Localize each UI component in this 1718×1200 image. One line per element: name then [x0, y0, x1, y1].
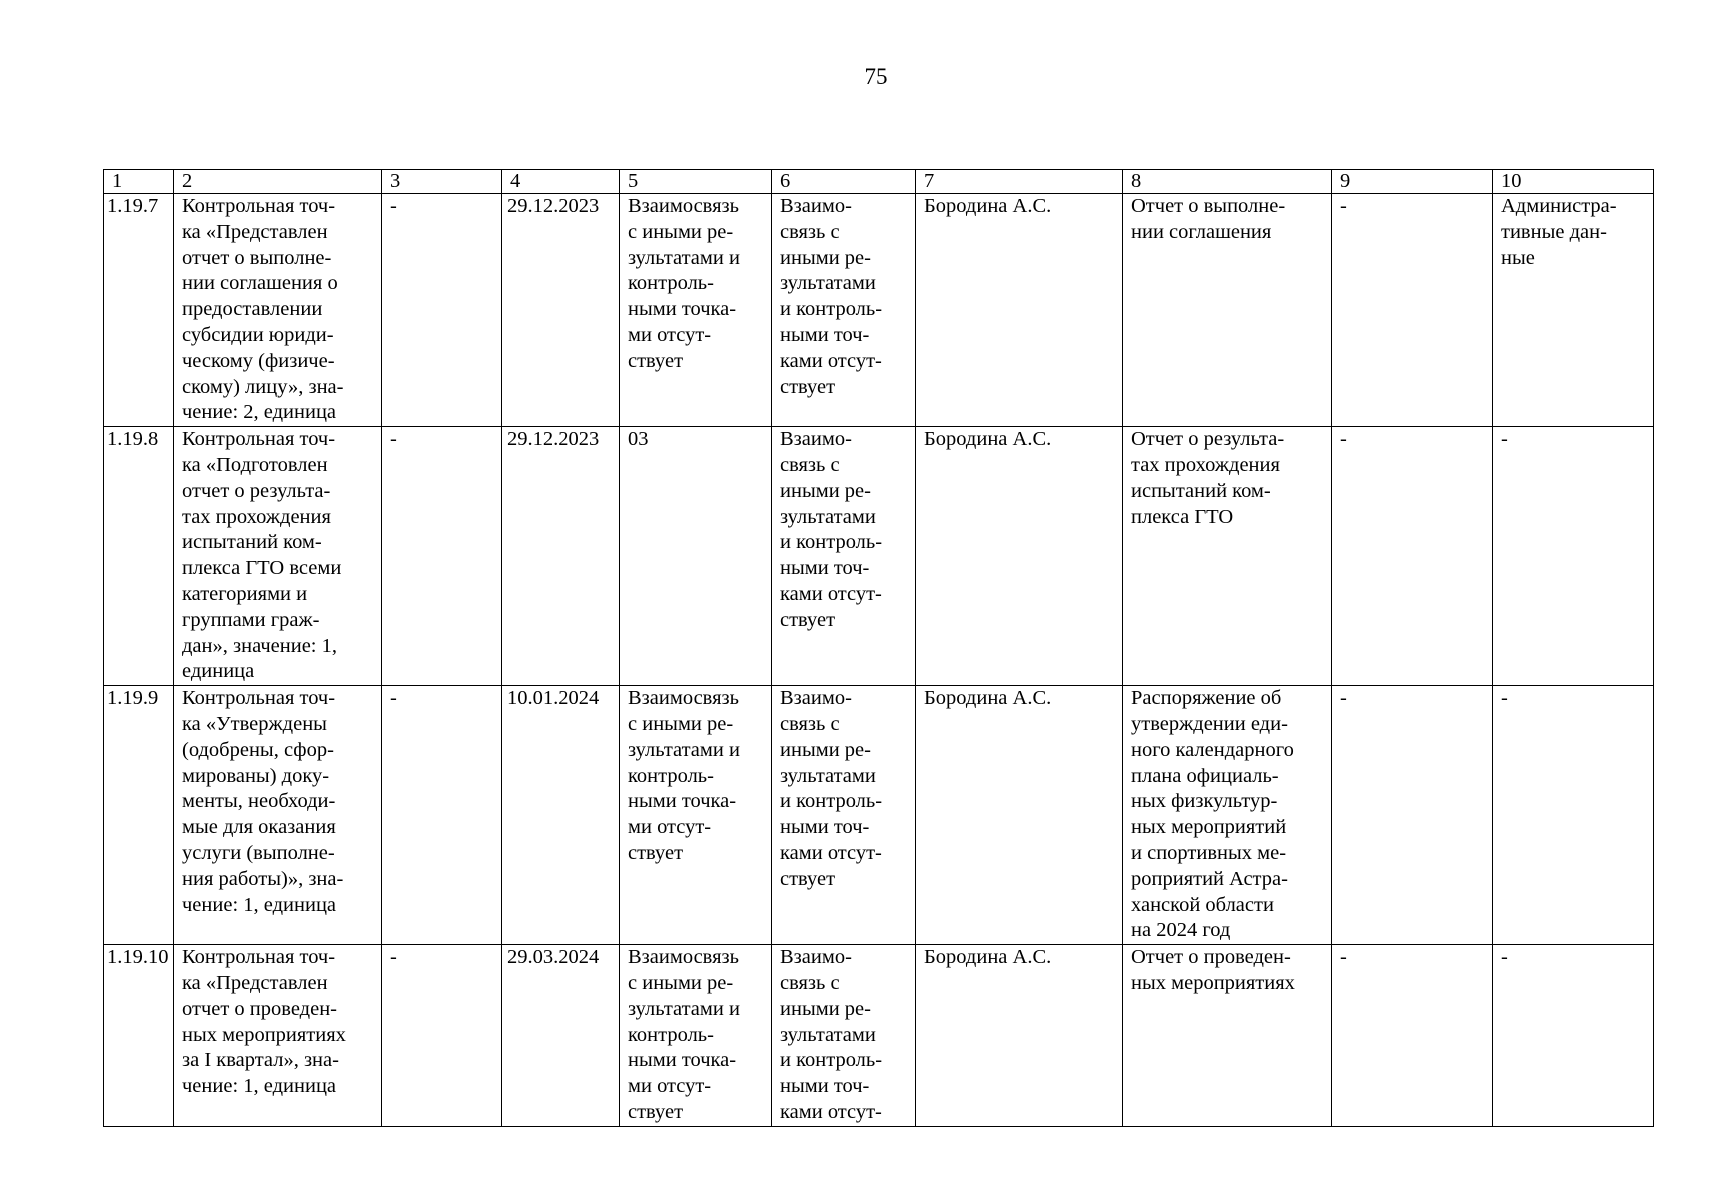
- row-document-text: Отчет о результа- тах прохождения испытаний ком- плекса ГТО: [1131, 428, 1285, 528]
- table-row: [104, 427, 1654, 686]
- row-col5-text: 03: [628, 428, 649, 451]
- row-col5-text: Взаимосвязь с иными ре- зультатами и контроль- ными точка- ми отсут- ствует: [628, 195, 740, 372]
- row-col6-text: Взаимо- связь с иными ре- зультатами и контроль- ными точ- ками отсут-: [780, 946, 883, 1123]
- row-col10-text: Администра- тивные дан- ные: [1501, 195, 1617, 269]
- row-col3: -: [382, 945, 502, 1127]
- row-document-text: Отчет о выполне- нии соглашения: [1131, 195, 1286, 243]
- row-col6: [772, 686, 916, 945]
- row-description: [174, 945, 382, 1127]
- row-col5: [620, 686, 772, 945]
- row-responsible: Бородина А.С.: [916, 686, 1123, 945]
- row-col6: [772, 194, 916, 427]
- row-col6: [772, 945, 916, 1127]
- row-col10-text: -: [1501, 946, 1508, 969]
- row-col6-text: Взаимо- связь с иными ре- зультатами и контроль- ными точ- ками отсут- ствует: [780, 195, 883, 398]
- row-col6-text: Взаимо- связь с иными ре- зультатами и контроль- ными точ- ками отсут- ствует: [780, 428, 883, 631]
- row-col10: [1493, 194, 1654, 427]
- row-description: [174, 194, 382, 427]
- row-col3: -: [382, 194, 502, 427]
- row-responsible: Бородина А.С.: [916, 194, 1123, 427]
- row-description: [174, 427, 382, 686]
- row-number: 1.19.10: [104, 945, 174, 1127]
- row-document: [1123, 686, 1332, 945]
- row-col6: [772, 427, 916, 686]
- control-points-table: [103, 169, 1654, 1127]
- header-cell: 5: [620, 170, 772, 194]
- row-document: [1123, 427, 1332, 686]
- row-col5: [620, 194, 772, 427]
- row-col10: [1493, 945, 1654, 1127]
- row-col9: -: [1332, 194, 1493, 427]
- row-date: 10.01.2024: [502, 686, 620, 945]
- row-col10-text: -: [1501, 428, 1508, 451]
- page-number: 75: [864, 64, 888, 89]
- header-cell: 6: [772, 170, 916, 194]
- row-number: 1.19.8: [104, 427, 174, 686]
- row-number: 1.19.7: [104, 194, 174, 427]
- row-document-text: Распоряжение об утверждении еди- ного календарного плана официаль- ных физкультур- ных мероприятий и спортивных ме- роприятий Астра- ханской области на 2024 год: [1131, 687, 1294, 942]
- row-col3: -: [382, 686, 502, 945]
- row-col10-text: -: [1501, 687, 1508, 710]
- row-col10: [1493, 427, 1654, 686]
- row-col9: -: [1332, 945, 1493, 1127]
- row-date: 29.12.2023: [502, 194, 620, 427]
- row-description-text: Контрольная точ- ка «Представлен отчет о проведен- ных мероприятиях за I квартал», зна- чение: 1, единица: [182, 946, 346, 1098]
- header-cell: 2: [174, 170, 382, 194]
- header-cell: 1: [104, 170, 174, 194]
- row-document-text: Отчет о проведен- ных мероприятиях: [1131, 946, 1295, 994]
- header-cell: 3: [382, 170, 502, 194]
- row-responsible: Бородина А.С.: [916, 427, 1123, 686]
- table-row: [104, 194, 1654, 427]
- row-number: 1.19.9: [104, 686, 174, 945]
- row-col9: -: [1332, 686, 1493, 945]
- row-col5: [620, 427, 772, 686]
- row-col5-text: Взаимосвязь с иными ре- зультатами и контроль- ными точка- ми отсут- ствует: [628, 946, 740, 1123]
- row-col5: [620, 945, 772, 1127]
- header-cell: 7: [916, 170, 1123, 194]
- header-cell: 9: [1332, 170, 1493, 194]
- header-cell: 4: [502, 170, 620, 194]
- row-description: [174, 686, 382, 945]
- row-col9: -: [1332, 427, 1493, 686]
- row-date: 29.12.2023: [502, 427, 620, 686]
- row-description-text: Контрольная точ- ка «Подготовлен отчет о результа- тах прохождения испытаний ком- плекса ГТО всеми категориями и группами граж- дан», значение: 1, единица: [182, 428, 342, 683]
- table-header-row: [104, 170, 1654, 194]
- header-cell: 8: [1123, 170, 1332, 194]
- row-document: [1123, 945, 1332, 1127]
- row-responsible: Бородина А.С.: [916, 945, 1123, 1127]
- table-row: [104, 945, 1654, 1127]
- table-row: [104, 686, 1654, 945]
- row-description-text: Контрольная точ- ка «Утверждены (одобрены, сфор- мированы) доку- менты, необходи- мые для оказания услуги (выполне- ния работы)», зна- чение: 1, единица: [182, 687, 344, 916]
- row-date: 29.03.2024: [502, 945, 620, 1127]
- row-document: [1123, 194, 1332, 427]
- row-col5-text: Взаимосвязь с иными ре- зультатами и контроль- ными точка- ми отсут- ствует: [628, 687, 740, 864]
- row-col6-text: Взаимо- связь с иными ре- зультатами и контроль- ными точ- ками отсут- ствует: [780, 687, 883, 890]
- row-col3: -: [382, 427, 502, 686]
- header-cell: 10: [1493, 170, 1654, 194]
- row-col10: [1493, 686, 1654, 945]
- row-description-text: Контрольная точ- ка «Представлен отчет о выполне- нии соглашения о предоставлении субсидии юриди- ческому (физиче- скому) лицу», зна- чение: 2, единица: [182, 195, 344, 424]
